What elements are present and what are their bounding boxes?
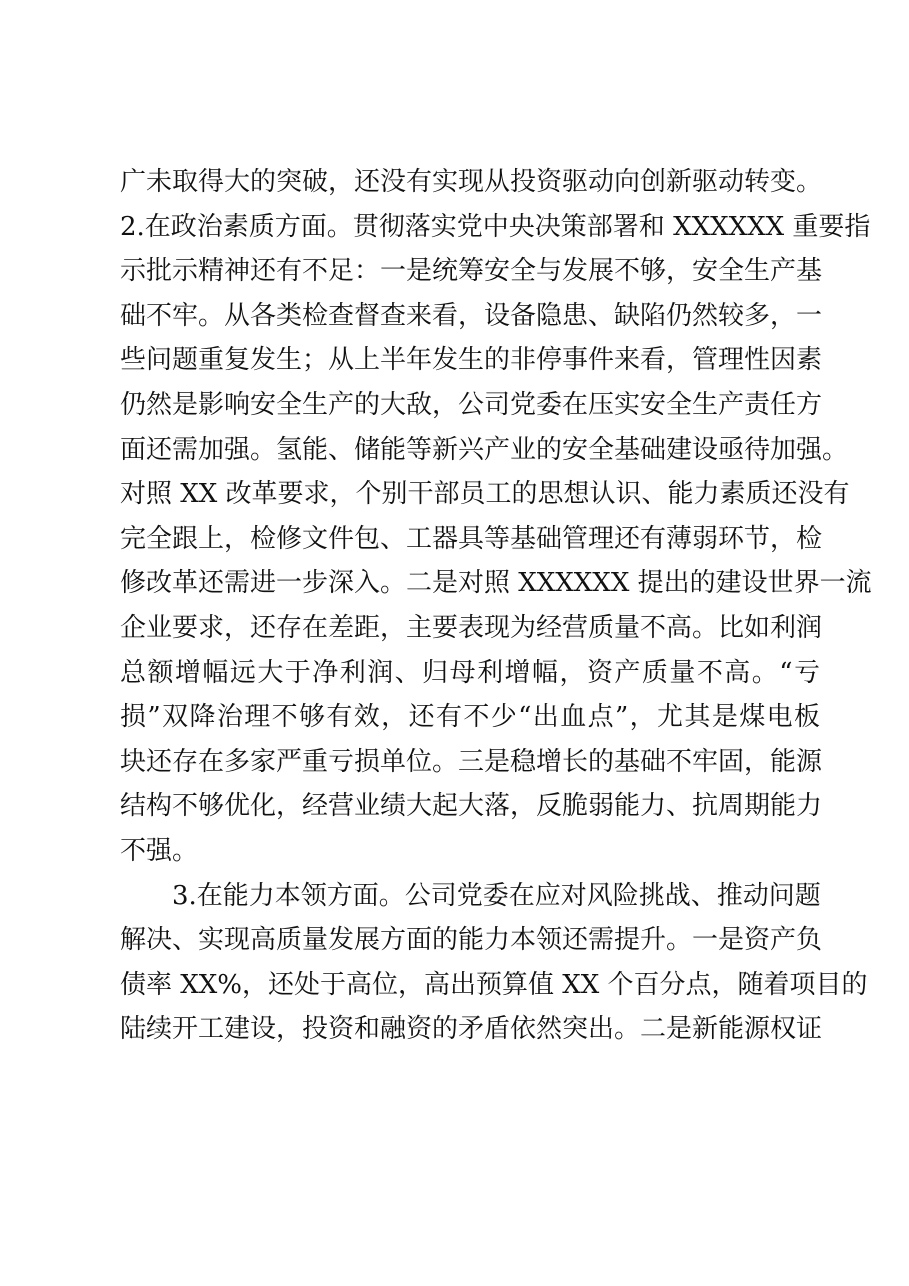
text-line: 3.在能力本领方面。公司党委在应对风险挑战、推动问题 (172, 880, 821, 911)
text-line: 完全跟上，检修文件包、工器具等基础管理还有薄弱环节，检 (120, 523, 823, 554)
text-line: 陆续开工建设，投资和融资的矛盾依然突出。二是新能源权证 (120, 1014, 823, 1045)
body-text (120, 160, 872, 1052)
text-line: 债率 XX%，还处于高位，高出预算值 XX 个百分点，随着项目的 (120, 969, 868, 1000)
text-line: 解决、实现高质量发展方面的能力本领还需提升。一是资产负 (120, 925, 823, 956)
text-line: 块还存在多家严重亏损单位。三是稳增长的基础不牢固，能源 (120, 746, 823, 777)
text-line: 对照 XX 改革要求，个别干部员工的思想认识、能力素质还没有 (120, 479, 850, 510)
text-line: 不强。 (120, 835, 199, 866)
text-line: 企业要求，还存在差距，主要表现为经营质量不高。比如利润 (120, 612, 823, 643)
text-line: 些问题重复发生；从上半年发生的非停事件来看，管理性因素 (120, 345, 823, 376)
text-line: 修改革还需进一步深入。二是对照 XXXXXX 提出的建设世界一流 (120, 568, 872, 599)
text-line: 2.在政治素质方面。贯彻落实党中央决策部署和 XXXXXX 重要指 (120, 211, 871, 242)
text-line: 结构不够优化，经营业绩大起大落，反脆弱能力、抗周期能力 (120, 791, 823, 822)
text-line: 仍然是影响安全生产的大敌，公司党委在压实安全生产责任方 (120, 389, 823, 420)
text-line: 示批示精神还有不足：一是统筹安全与发展不够，安全生产基 (120, 256, 823, 287)
text-line: 损”双降治理不够有效，还有不少“出血点”，尤其是煤电板 (120, 702, 820, 733)
text-line: 总额增幅远大于净利润、归母利增幅，资产质量不高。“亏 (120, 657, 820, 688)
text-line: 广未取得大的突破，还没有实现从投资驱动向创新驱动转变。 (120, 167, 823, 197)
text-line: 面还需加强。氢能、储能等新兴产业的安全基础建设亟待加强。 (120, 434, 849, 465)
text-line: 础不牢。从各类检查督查来看，设备隐患、缺陷仍然较多，一 (120, 300, 823, 331)
